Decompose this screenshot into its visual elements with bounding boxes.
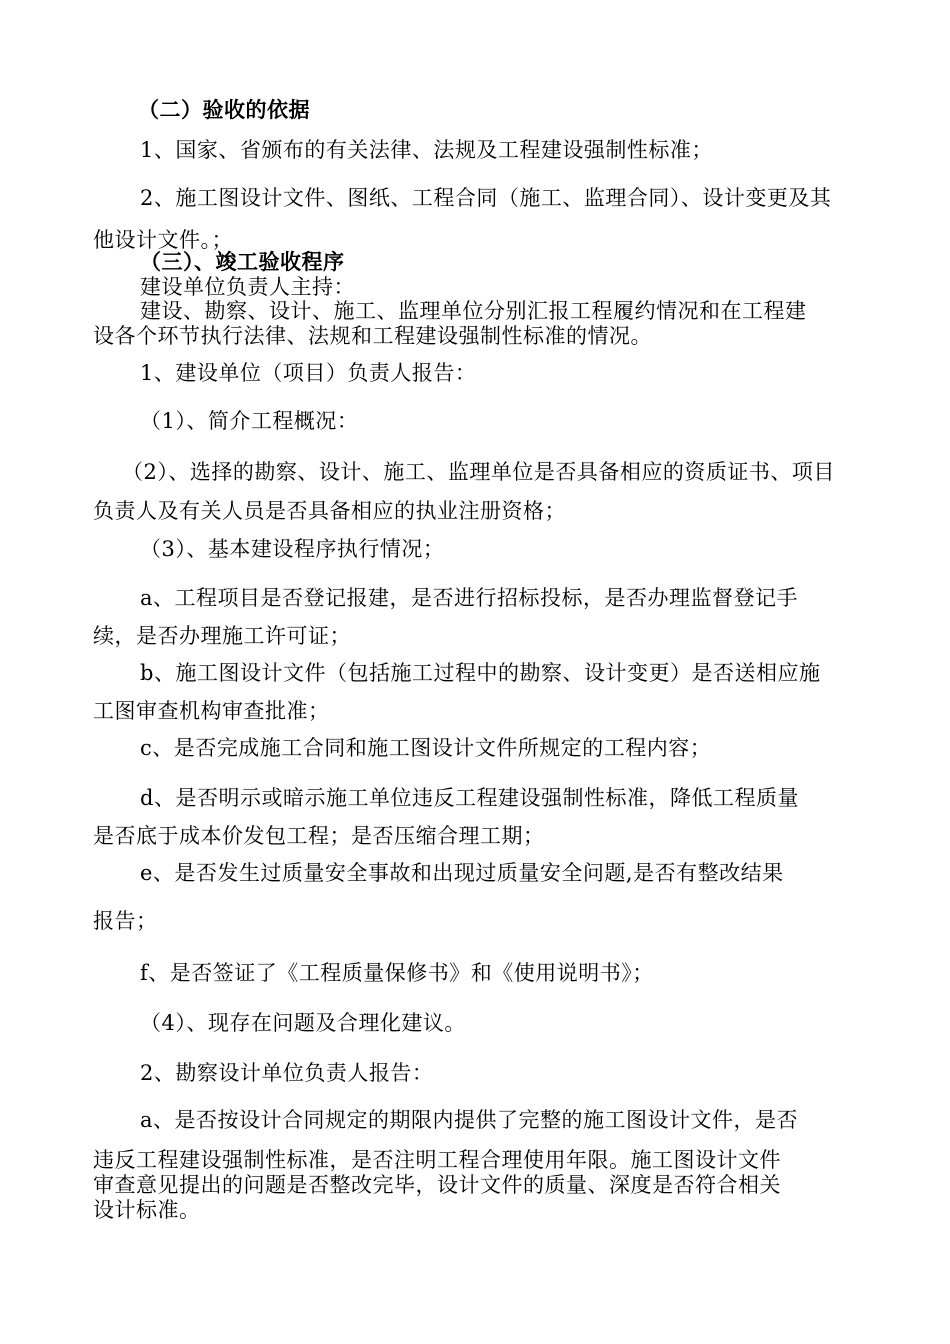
paragraph-item-d-line-2: 是否底于成本价发包工程；是否压缩合理工期； <box>93 824 545 848</box>
paragraph-basis-2-line-2: 他设计文件。； <box>93 228 233 252</box>
paragraph-basis-1: 1、国家、省颁布的有关法律、法规及工程建设强制性标准； <box>140 138 713 162</box>
paragraph-item-d-line-1: d、是否明示或暗示施工单位违反工程建设强制性标准，降低工程质量 <box>140 786 799 810</box>
paragraph-host: 建设单位负责人主持： <box>140 275 355 299</box>
paragraph-intro-line-2: 设各个环节执行法律、法规和工程建设强制性标准的情况。 <box>93 324 652 348</box>
paragraph-item-c: c、是否完成施工合同和施工图设计文件所规定的工程内容； <box>140 736 712 760</box>
paragraph-item-a-line-1: a、工程项目是否登记报建，是否进行招标投标，是否办理监督登记手 <box>140 586 799 610</box>
paragraph-item-e-line-2: 报告； <box>93 909 158 933</box>
section-heading-basis: （二）验收的依据 <box>138 98 310 122</box>
paragraph-item-a-line-2: 续，是否办理施工许可证； <box>93 624 351 648</box>
paragraph-item-2-a-line-4: 设计标准。 <box>93 1198 201 1222</box>
paragraph-item-2-a-line-1: a、是否按设计合同规定的期限内提供了完整的施工图设计文件，是否 <box>140 1108 799 1132</box>
paragraph-item-2-a-line-3: 审查意见提出的问题是否整改完毕，设计文件的质量、深度是否符合相关 <box>93 1173 781 1197</box>
paragraph-item-1: 1、建设单位（项目）负责人报告： <box>140 361 477 385</box>
paragraph-item-b-line-2: 工图审查机构审查批准； <box>93 699 330 723</box>
paragraph-item-1-1: （1）、简介工程概况： <box>140 409 359 433</box>
paragraph-item-f: f、是否签证了《工程质量保修书》和《使用说明书》； <box>140 961 654 985</box>
paragraph-item-e-line-1: e、是否发生过质量安全事故和出现过质量安全问题,是否有整改结果 <box>140 861 784 885</box>
paragraph-item-1-2-line-1: （2）、选择的勘察、设计、施工、监理单位是否具备相应的资质证书、项目 <box>122 460 835 484</box>
paragraph-basis-2-line-1: 2、施工图设计文件、图纸、工程合同（施工、监理合同）、设计变更及其 <box>140 186 832 210</box>
paragraph-item-1-4: （4）、现存在问题及合理化建议。 <box>140 1011 466 1035</box>
paragraph-item-2: 2、勘察设计单位负责人报告： <box>140 1061 434 1085</box>
section-heading-procedure: （三）、竣工验收程序 <box>140 250 345 274</box>
paragraph-item-1-2-line-2: 负责人及有关人员是否具备相应的执业注册资格； <box>93 499 566 523</box>
paragraph-intro-line-1: 建设、勘察、设计、施工、监理单位分别汇报工程履约情况和在工程建 <box>140 299 807 323</box>
paragraph-item-2-a-line-2: 违反工程建设强制性标准，是否注明工程合理使用年限。施工图设计文件 <box>93 1148 781 1172</box>
paragraph-item-b-line-1: b、施工图设计文件（包括施工过程中的勘察、设计变更）是否送相应施 <box>140 661 821 685</box>
paragraph-item-1-3: （3）、基本建设程序执行情况； <box>140 537 445 561</box>
